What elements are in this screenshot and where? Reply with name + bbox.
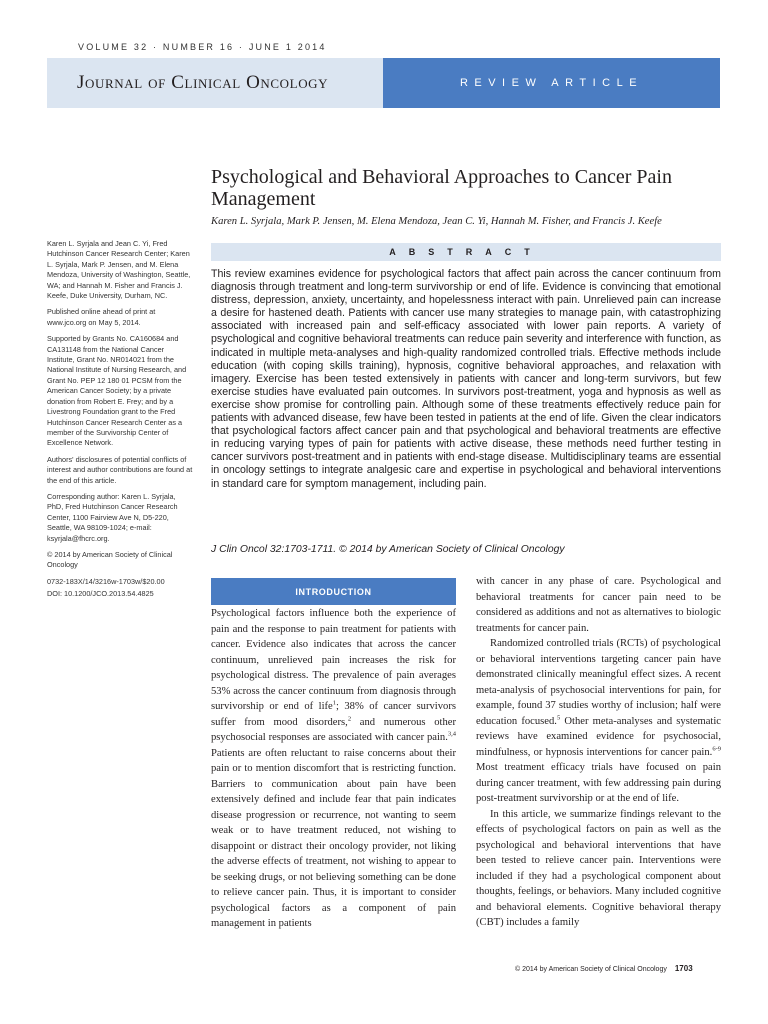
corresponding-author: Corresponding author: Karen L. Syrjala, PhD, Fred Hutchinson Cancer Research Center, 1100 Fairview Ave N, D5-220, Seattle, WA 98109-1024; e-mail: ksyrjala@fhcrc.org. <box>47 491 178 543</box>
introduction-heading: INTRODUCTION <box>295 586 372 597</box>
abstract-text: This review examines evidence for psychological factors that affect pain across the cancer continuum from diagnosis through treatment and long-term survivorship or end of life. Evidence is convincing that emotional distress, depression, anxiety, uncertainty, and hopelessness interact with pain. Unrelieved pain can increase a desire for hastened death. Patients with cancer use many strategies to manage pain, with catastrophizing associated with increased pain and self-efficacy associated with lower pain reports. A variety of psychological and cognitive behavioral treatments can reduce pain severity and interference with function, as indicated in multiple meta-analyses and high-quality randomized controlled trials. Effective methods include education (with coping skills training), hypnosis, cognitive behavioral approaches, and relaxation with imagery. Exercise has been tested extensively in patients with cancer and long-term survivors, but few exercise studies have evaluated pain outcomes. In survivors post-treatment, yoga and hypnosis as well as exercise show promise for controlling pain. Although some of these treatments effectively reduce pain for patients with advanced disease, few have been tested in patients at the end of life. Given the clear indicators that psychological factors affect cancer pain and that psychological and behavioral treatments are effective in reducing varying types of pain for patients with active disease, these methods need further testing in cancer survivors post-treatment and in patients with end-stage disease. Multidisciplinary teams are essential in oncology settings to integrate analgesic care and expertise in psychological and behavioral interventions in standard care for symptom management, including pain. <box>211 268 721 490</box>
affiliations: Karen L. Syrjala and Jean C. Yi, Fred Hutchinson Cancer Research Center; Karen L. Syrjala, Mark P. Jensen, and M. Elena Mendoza, University of Washington, Seattle, WA; and Hannah M. Fisher and Francis J. Keefe, Duke University, Durham, NC. <box>47 239 191 301</box>
article-type-banner <box>383 58 720 108</box>
article-sidebar <box>47 239 193 606</box>
footer-copyright: © 2014 by American Society of Clinical Oncology <box>515 966 667 973</box>
intro-paragraph-1-cont: with cancer in any phase of care. Psychological and behavioral treatments for cancer pain need to be considered as additions and not as alternatives to biologic treatments for cancer pain. <box>476 576 721 634</box>
page-number: 1703 <box>674 964 693 973</box>
intro-paragraph-1: Psychological factors influence both the experience of pain and the response to pain treatment for patients with cancer. Evidence also indicates that across the cancer continuum, unrelieved pain increases the risk for psychological distress. The prevalence of pain averages 53% across the cancer continuum from diagnosis through survivorship or end of life$^1$; 38% of cancer survivors suffer from mood disorders,$^2$ and numerous other psychosocial responses are associated with cancer pain.$^{3,4}$ Patients are often reluctant to raise concerns about their pain or to mention discomfort that is restricting function. Barriers to communication about pain have been extensively defined and include fear that pain indicates disease progression or recurrence, not wanting to seem weak or to have treatment reduced, not wishing to disappoint or distract their oncology provider, not liking the adverse effects of treatment, not wishing to appear to be seeking drugs, or not believing something can be done to relieve cancer pain. Thus, it is important to consider psychological factors as a component of pain management in patients <box>211 608 456 929</box>
reference-mark: 1 <box>332 699 337 707</box>
author-list: Karen L. Syrjala, Mark P. Jensen, M. Elena Mendoza, Jean C. Yi, Hannah M. Fisher, and Francis J. Keefe <box>211 216 662 227</box>
page-footer <box>515 964 693 973</box>
sidebar-copyright: © 2014 by American Society of Clinical Oncology <box>47 549 173 570</box>
issue-line: VOLUME 32 · NUMBER 16 · JUNE 1 2014 <box>78 42 327 52</box>
journal-name: Journal of Clinical Oncology <box>77 72 329 93</box>
reference-mark: 5 <box>556 713 561 721</box>
reference-mark: 2 <box>347 714 352 722</box>
article-type: REVIEW ARTICLE <box>459 77 644 89</box>
abstract-label: ABSTRACT <box>389 247 543 257</box>
abstract-header <box>211 243 721 261</box>
citation: J Clin Oncol 32:1703-1711. © 2014 by American Society of Clinical Oncology <box>211 544 565 555</box>
publication-note: Published online ahead of print at www.jco.org on May 5, 2014. <box>47 307 156 327</box>
funding-note: Supported by Grants No. CA160684 and CA131148 from the National Cancer Institute, Grant No. NR014021 from the National Institute of Nursing Research, and Grant No. PEP 12 180 01 PCSM from the American Cancer Society; by a private donation from Robert E. Frey; and by a Livestrong Foundation grant to the Fred Hutchinson Cancer Research Center as a member of the Survivorship Center of Excellence Network. <box>47 334 187 448</box>
intro-paragraph-2: Randomized controlled trials (RCTs) of psychological or behavioral interventions targeting cancer pain have demonstrated clinically meaningful effect sizes. A recent meta-analysis of psychosocial interventions for pain, for example, found 37 studies worthy of inclusion; half were education focused.$^5$ Other meta-analyses and systematic reviews have examined evidence for psychosocial, mindfulness, or hypnosis interventions for cancer pain.$^{6-9}$ Most treatment efficacy trials have focused on pain during cancer treatment, with few addressing pain during post-treatment survivorship or at the end of life. <box>476 638 721 804</box>
article-title: Psychological and Behavioral Approaches to Cancer Pain Management <box>211 166 672 210</box>
issn: 0732-183X/14/3216w-1703w/$20.00 <box>47 576 165 586</box>
doi: DOI: 10.1200/JCO.2013.54.4825 <box>47 589 154 599</box>
reference-mark: 3,4 <box>447 730 456 738</box>
journal-banner <box>47 58 383 108</box>
intro-paragraph-3: In this article, we summarize findings relevant to the effects of psychological factors on pain as well as the psychological and behavioral interventions that have been tested to relieve cancer pain. Interventions were included if they had a psychological component about thoughts, feelings, or behaviors. Many included cognitive and behavioral elements. Cognitive behavioral therapy (CBT) includes a family <box>476 808 721 928</box>
body-column-left <box>211 606 456 932</box>
body-column-right <box>476 574 721 931</box>
reference-mark: 6-9 <box>712 744 721 752</box>
disclosures-note: Authors' disclosures of potential conflicts of interest and author contributions are found at the end of this article. <box>47 454 193 485</box>
introduction-header <box>211 578 456 605</box>
